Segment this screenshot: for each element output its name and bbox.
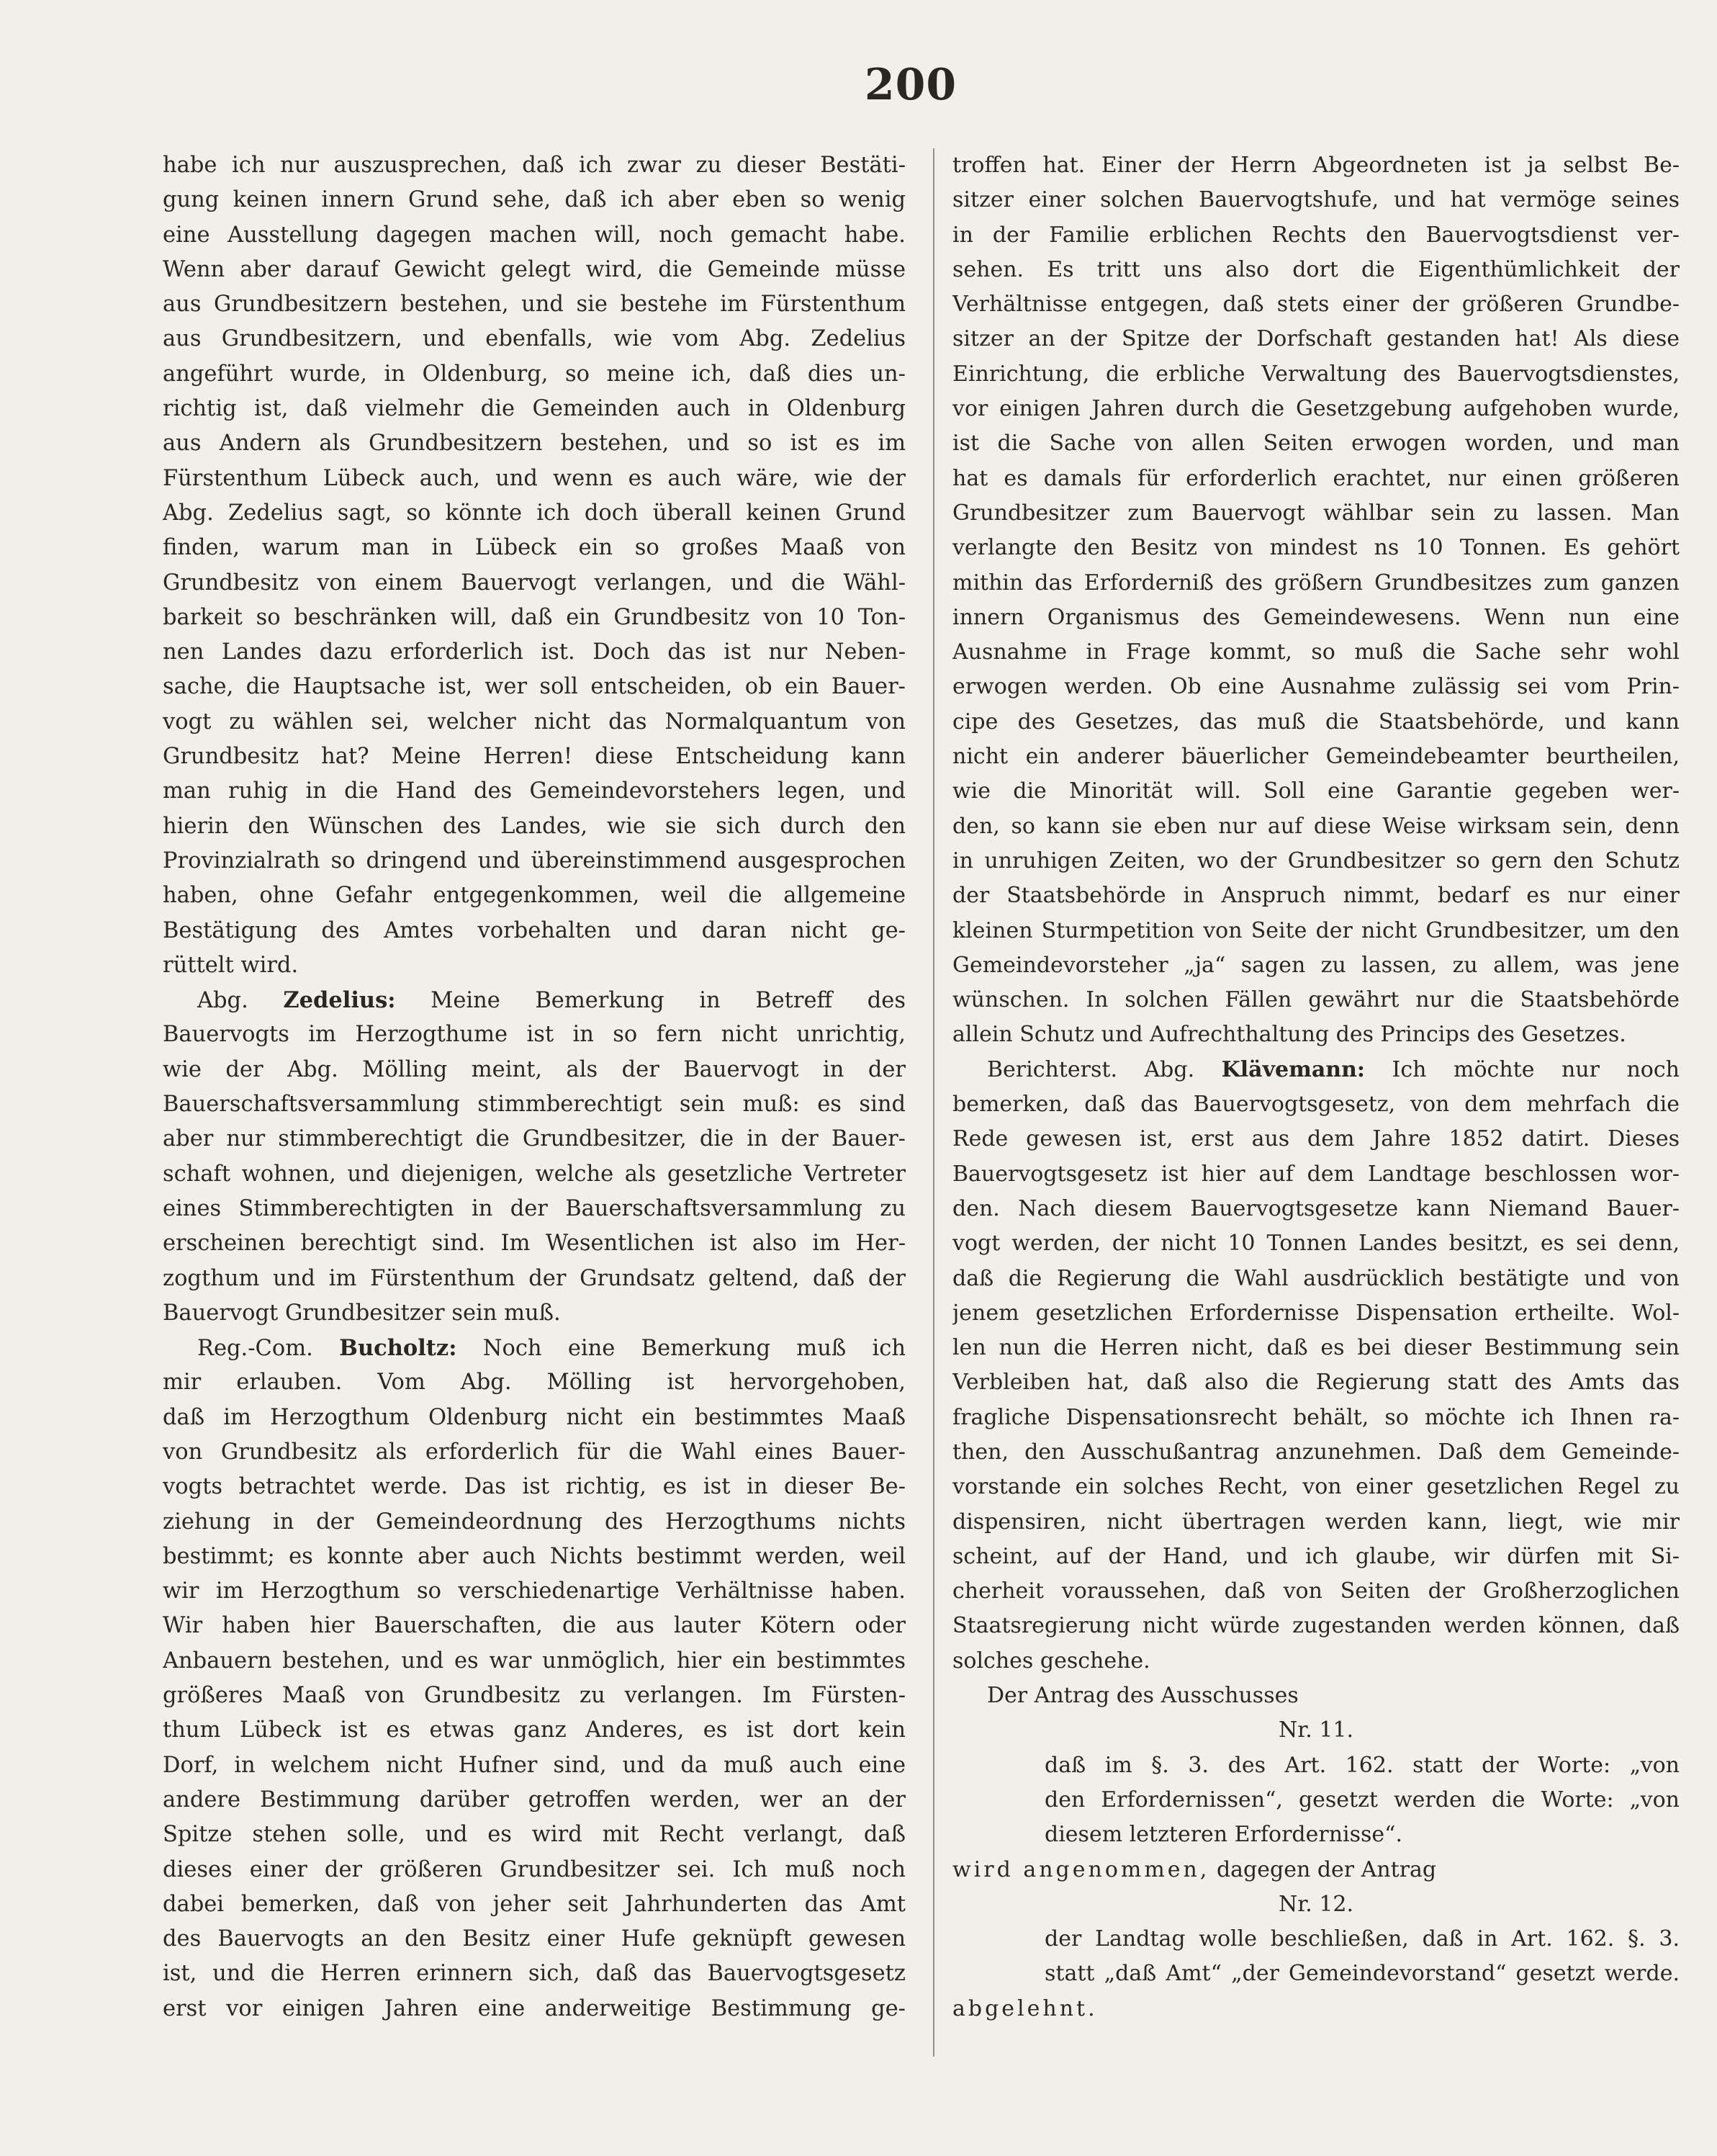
spaced-emphasis: wird angenommen, (952, 1856, 1210, 1882)
text-line: hat es damals für erforderlich erachtet, nur einen größeren (952, 465, 1680, 491)
text-line: cherheit voraussehen, daß von Seiten der Großherzoglichen (952, 1578, 1680, 1604)
text-line: des Bauervogts an den Besitz einer Hufe geknüpft gewesen (163, 1926, 906, 1952)
text-line: Dorf, in welchem nicht Hufner sind, und da muß auch eine (163, 1752, 906, 1778)
text-line: wünschen. In solchen Fällen gewährt nur die Staatsbehörde (952, 987, 1680, 1013)
text-line: erst vor einigen Jahren eine anderweitige Bestimmung ge- (163, 1995, 906, 2021)
text-line (163, 1331, 906, 1365)
text-line: verlangte den Besitz von mindest ns 10 Tonnen. Es gehört (952, 535, 1680, 561)
text-line: vogts betrachtet werde. Das ist richtig, es ist in dieser Be- (163, 1474, 906, 1500)
text-line: Grundbesitzer zum Bauervogt wählbar sein zu lassen. Man (952, 500, 1680, 526)
spaced-emphasis: abgelehnt. (952, 1995, 1098, 2021)
text-line (952, 1053, 1680, 1087)
text-line: solches geschehe. (952, 1648, 1150, 1674)
text-line: Staatsregierung nicht würde zugestanden werden können, daß (952, 1613, 1680, 1639)
left-column (163, 148, 906, 2026)
text-line: erwogen werden. Ob eine Ausnahme zulässig sei vom Prin- (952, 674, 1680, 700)
text-line: der Staatsbehörde in Anspruch nimmt, bedarf es nur einer (952, 883, 1680, 909)
text-line: größeres Maaß von Grundbesitz zu verlangen. Im Fürsten- (163, 1683, 906, 1709)
text-line: den. Nach diesem Bauervogtsgesetze kann Niemand Bauer- (952, 1195, 1680, 1221)
text-line: aus Grundbesitzern, und ebenfalls, wie vom Abg. Zedelius (163, 326, 906, 352)
text-line: Nr. 11. (1278, 1717, 1354, 1743)
text-line: hierin den Wünschen des Landes, wie sie sich durch den (163, 813, 906, 839)
text-line: vogt werden, der nicht 10 Tonnen Landes besitzt, es sei denn, (952, 1231, 1680, 1257)
text-line: innern Organismus des Gemeindewesens. Wenn nun eine (952, 604, 1680, 630)
text-line: Wir haben hier Bauerschaften, die aus lauter Kötern oder (163, 1613, 906, 1639)
text-line: Wenn aber darauf Gewicht gelegt wird, die Gemeinde müsse (163, 256, 906, 282)
line-text: dagegen der Antrag (1209, 1856, 1437, 1882)
text-line: den, so kann sie eben nur auf diese Weise wirksam sein, denn (952, 813, 1680, 839)
text-line: dispensiren, nicht übertragen werden kann, liegt, wie mir (952, 1509, 1680, 1535)
text-line: vor einigen Jahren durch die Gesetzgebung aufgehoben wurde, (952, 396, 1680, 422)
text-line: scheint, auf der Hand, und ich glaube, wir dürfen mit Si- (952, 1543, 1680, 1569)
text-line: Einrichtung, die erbliche Verwaltung des Bauervogtsdienstes, (952, 361, 1680, 387)
text-line: mir erlauben. Vom Abg. Mölling ist hervorgehoben, (163, 1370, 906, 1396)
text-line: daß im §. 3. des Art. 162. statt der Worte: „von (1045, 1752, 1680, 1778)
text-line: kleinen Sturmpetition von Seite der nicht Grundbesitzer, um den (952, 917, 1680, 943)
text-line: vorstande ein solches Recht, von einer gesetzlichen Regel zu (952, 1474, 1680, 1500)
text-line: eines Stimmberechtigten in der Bauerschaftsversammlung zu (163, 1195, 906, 1221)
text-line: erscheinen berechtigt sind. Im Wesentlichen ist also im Her- (163, 1231, 906, 1257)
text-line: bemerken, daß das Bauervogtsgesetz, von dem mehrfach die (952, 1092, 1680, 1118)
text-line: troffen hat. Einer der Herrn Abgeordneten ist ja selbst Be- (952, 153, 1680, 178)
text-line: thum Lübeck ist es etwas ganz Anderes, es ist dort kein (163, 1717, 906, 1743)
text-line: ist die Sache von allen Seiten erwogen worden, und man (952, 431, 1680, 457)
text-line: then, den Ausschußantrag anzunehmen. Daß dem Gemeinde- (952, 1439, 1680, 1465)
text-line: wir im Herzogthum so verschiedenartige Verhältnisse haben. (163, 1578, 906, 1604)
text-line: aus Andern als Grundbesitzern bestehen, und so ist es im (163, 431, 906, 457)
text-line: in der Familie erblichen Rechts den Bauervogtsdienst ver- (952, 222, 1680, 248)
text-line: sehen. Es tritt uns also dort die Eigenthümlichkeit der (952, 256, 1680, 282)
text-line: schaft wohnen, und diejenigen, welche als gesetzliche Vertreter (163, 1161, 906, 1187)
text-line: zogthum und im Fürstenthum der Grundsatz geltend, daß der (163, 1265, 906, 1291)
text-line: len nun die Herren nicht, daß es bei dieser Bestimmung sein (952, 1335, 1680, 1361)
text-line: richtig ist, daß vielmehr die Gemeinden auch in Oldenburg (163, 396, 906, 422)
text-line: Fürstenthum Lübeck auch, und wenn es auch wäre, wie der (163, 465, 906, 491)
speaker-title: Abg. (197, 988, 284, 1014)
text-line: Verbleiben hat, daß also die Regierung statt des Amts das (952, 1370, 1680, 1396)
speaker-name: Zedelius: (283, 987, 396, 1014)
text-line: daß im Herzogthum Oldenburg nicht ein bestimmtes Maaß (163, 1404, 906, 1430)
text-line: Grundbesitz von einem Bauervogt verlangen, und die Wähl- (163, 570, 906, 596)
text-line: cipe des Gesetzes, das muß die Staatsbehörde, und kann (952, 709, 1680, 735)
text-line: wie der Abg. Mölling meint, als der Bauervogt in der (163, 1056, 906, 1082)
text-line: angeführt wurde, in Oldenburg, so meine ich, daß dies un- (163, 361, 906, 387)
text-line: ziehung in der Gemeindeordnung des Herzogthums nichts (163, 1509, 906, 1535)
text-line: aus Grundbesitzern bestehen, und sie bestehe im Fürstenthum (163, 292, 906, 318)
text-line: Anbauern bestehen, und es war unmöglich, hier ein bestimmtes (163, 1648, 906, 1674)
text-line: Abg. Zedelius sagt, so könnte ich doch überall keinen Grund (163, 500, 906, 526)
text-line: man ruhig in die Hand des Gemeindevorstehers legen, und (163, 778, 906, 804)
text-line: Grundbesitz hat? Meine Herren! diese Entscheidung kann (163, 744, 906, 770)
text-line: aber nur stimmberechtigt die Grundbesitzer, die in der Bauer- (163, 1126, 906, 1152)
page-number: 200 (864, 60, 957, 110)
text-line: barkeit so beschränken will, daß ein Grundbesitz von 10 Ton- (163, 604, 906, 630)
text-line: statt „daß Amt“ „der Gemeindevorstand“ gesetzt werde. (1045, 1961, 1680, 1987)
speaker-title: Berichterst. Abg. (987, 1056, 1222, 1082)
text-line (952, 1992, 1680, 2026)
text-line: daß die Regierung die Wahl ausdrücklich bestätigte und von (952, 1265, 1680, 1291)
text-line: sitzer einer solchen Bauervogtshufe, und hat vermöge seines (952, 187, 1680, 213)
speech-text: Meine Bemerkung in Betreff des (395, 988, 906, 1014)
speech-text: Ich möchte nur noch (1364, 1056, 1680, 1082)
text-line: eine Ausstellung dagegen machen will, noch gemacht habe. (163, 222, 906, 248)
text-line: den Erfordernissen“, gesetzt werden die Worte: „von (1045, 1787, 1680, 1813)
text-line: Bestätigung des Amtes vorbehalten und daran nicht ge- (163, 917, 906, 943)
text-line (952, 1853, 1680, 1887)
text-line: der Landtag wolle beschließen, daß in Art. 162. §. 3. (1045, 1926, 1680, 1952)
text-line: haben, ohne Gefahr entgegenkommen, weil die allgemeine (163, 883, 906, 909)
text-line: nen Landes dazu erforderlich ist. Doch das ist nur Neben- (163, 639, 906, 665)
text-line: bestimmt; es konnte aber auch Nichts bestimmt werden, weil (163, 1543, 906, 1569)
text-line: von Grundbesitz als erforderlich für die Wahl eines Bauer- (163, 1439, 906, 1465)
text-line (163, 983, 906, 1018)
text-line: sache, die Hauptsache ist, wer soll entscheiden, ob ein Bauer- (163, 674, 906, 700)
text-line: sitzer an der Spitze der Dorfschaft gestanden hat! Als diese (952, 326, 1680, 352)
text-line: andere Bestimmung darüber getroffen werden, wer an der (163, 1787, 906, 1813)
text-line: Bauervogt Grundbesitzer sein muß. (163, 1300, 561, 1326)
speech-text: Noch eine Bemerkung muß ich (456, 1336, 906, 1362)
text-line: Ausnahme in Frage kommt, so muß die Sache sehr wohl (952, 639, 1680, 665)
text-line: ist, und die Herren erinnern sich, daß das Bauervogtsgesetz (163, 1961, 906, 1987)
text-line: mithin das Erforderniß des größern Grundbesitzes zum ganzen (952, 570, 1680, 596)
text-line: nicht ein anderer bäuerlicher Gemeindebeamter beurtheilen, (952, 744, 1680, 770)
text-line: gung keinen innern Grund sehe, daß ich aber eben so wenig (163, 187, 906, 213)
speaker-name: Klävemann: (1221, 1056, 1365, 1082)
text-line: Verhältnisse entgegen, daß stets einer der größeren Grundbe- (952, 292, 1680, 318)
text-line: dieses einer der größeren Grundbesitzer sei. Ich muß noch (163, 1856, 906, 1882)
text-line: diesem letzteren Erfordernisse“. (1045, 1822, 1403, 1848)
text-line: jenem gesetzlichen Erfordernisse Dispensation ertheilte. Wol- (952, 1300, 1680, 1326)
right-column (952, 148, 1680, 2026)
text-line: Provinzialrath so dringend und übereinstimmend ausgesprochen (163, 848, 906, 873)
speaker-title: Reg.-Com. (197, 1336, 340, 1362)
text-line: dabei bemerken, daß von jeher seit Jahrhunderten das Amt (163, 1891, 906, 1917)
text-line: Bauervogts im Herzogthume ist in so fern nicht unrichtig, (163, 1022, 906, 1048)
text-line: wie die Minorität will. Soll eine Garantie gegeben wer- (952, 778, 1680, 804)
text-line: in unruhigen Zeiten, wo der Grundbesitzer so gern den Schutz (952, 848, 1680, 873)
text-line: Bauervogtsgesetz ist hier auf dem Landtage beschlossen wor- (952, 1161, 1680, 1187)
text-line: vogt zu wählen sei, welcher nicht das Normalquantum von (163, 709, 906, 735)
text-line: finden, warum man in Lübeck ein so großes Maaß von (163, 535, 906, 561)
text-line: Der Antrag des Ausschusses (987, 1683, 1299, 1709)
text-line: Bauerschaftsversammlung stimmberechtigt sein muß: es sind (163, 1092, 906, 1118)
speaker-name: Bucholtz: (339, 1335, 457, 1362)
text-line: habe ich nur auszusprechen, daß ich zwar zu dieser Bestäti- (163, 153, 906, 178)
text-line: Rede gewesen ist, erst aus dem Jahre 1852 datirt. Dieses (952, 1126, 1680, 1152)
text-line: Nr. 12. (1278, 1891, 1354, 1917)
text-line: fragliche Dispensationsrecht behält, so möchte ich Ihnen ra- (952, 1404, 1680, 1430)
column-divider (933, 148, 934, 2057)
text-line: Gemeindevorsteher „ja“ sagen zu lassen, zu allem, was jene (952, 952, 1680, 978)
text-line: rüttelt wird. (163, 952, 299, 978)
text-line: allein Schutz und Aufrechthaltung des Princips des Gesetzes. (952, 1022, 1626, 1048)
text-line: Spitze stehen solle, und es wird mit Recht verlangt, daß (163, 1822, 906, 1848)
